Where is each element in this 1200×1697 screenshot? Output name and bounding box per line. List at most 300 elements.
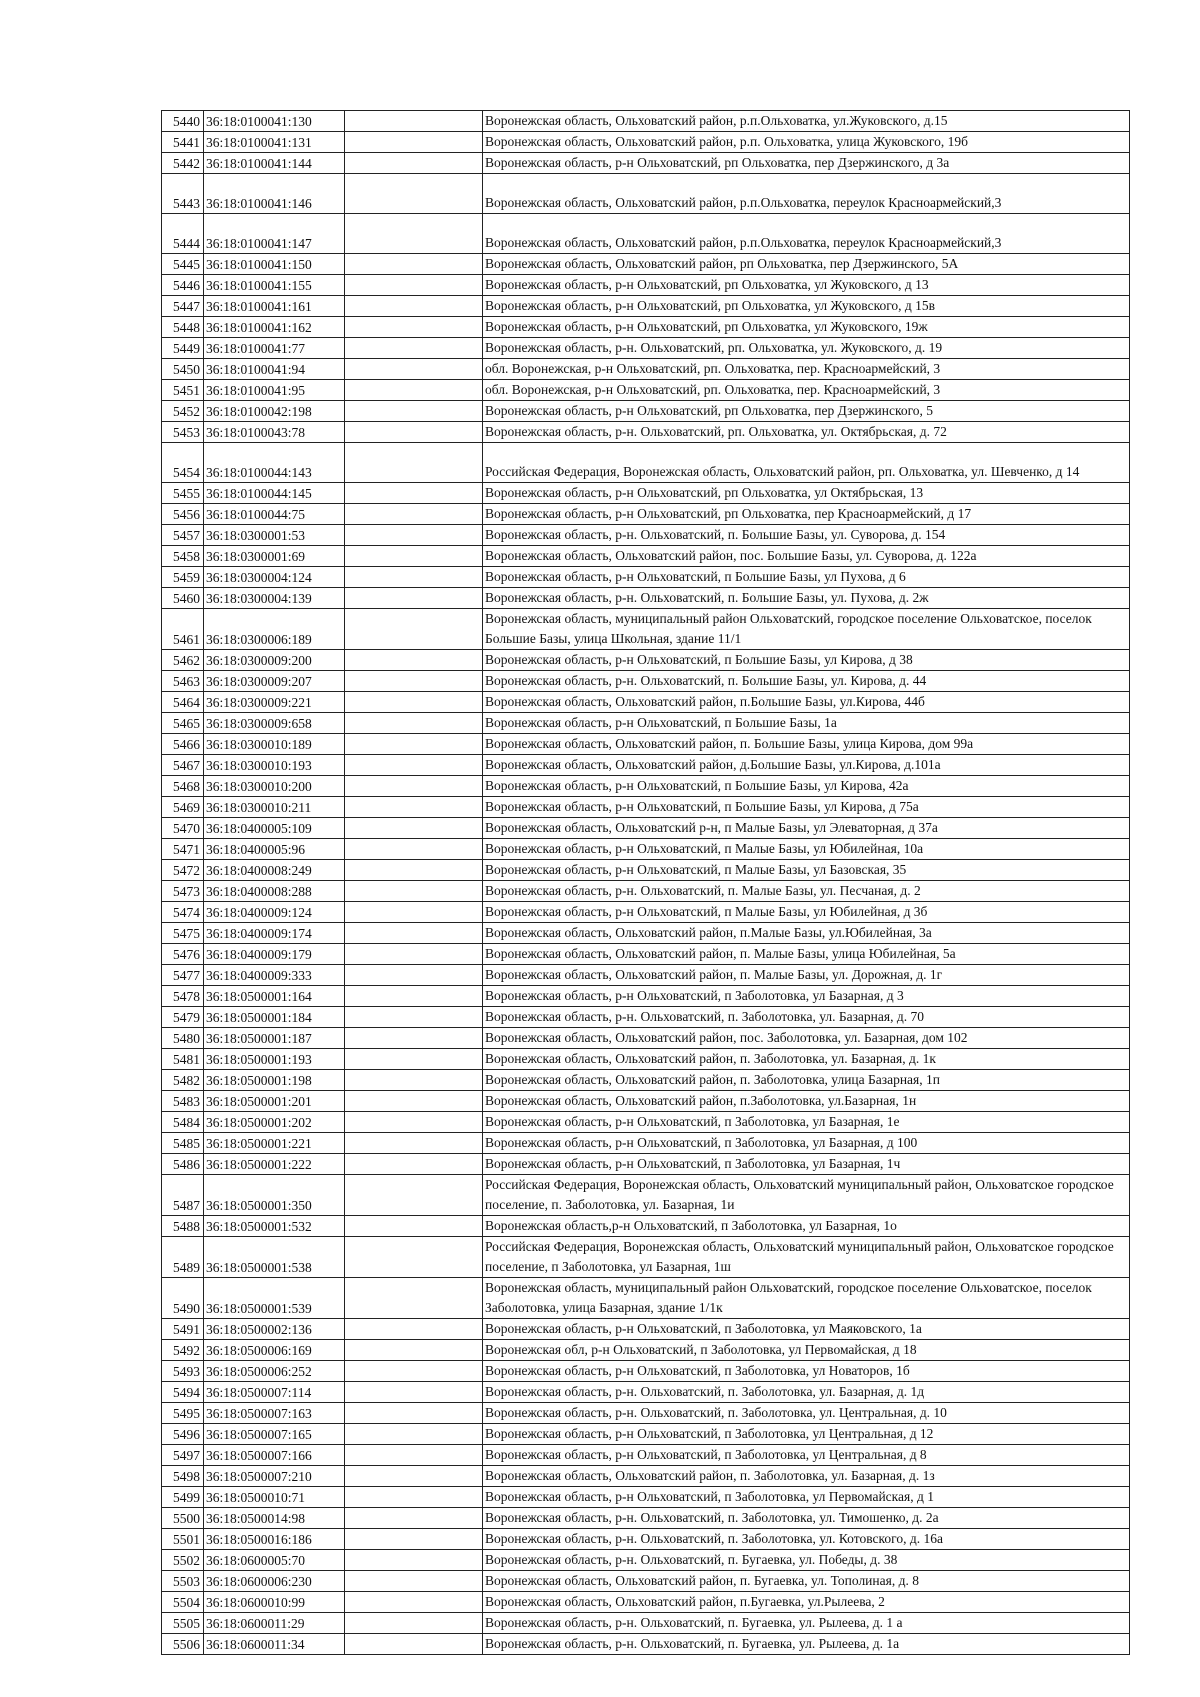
cadastral-number-cell: 36:18:0100041:162	[204, 317, 345, 338]
table-row	[162, 1550, 1130, 1571]
cadastral-number-cell: 36:18:0100041:144	[204, 153, 345, 174]
empty-cell	[345, 483, 483, 504]
cadastral-number-cell: 36:18:0500007:165	[204, 1424, 345, 1445]
address-cell: Воронежская область, р-н. Ольховатский, п. Малые Базы, ул. Песчаная, д. 2	[483, 881, 1130, 902]
table-row	[162, 1466, 1130, 1487]
table-row	[162, 1382, 1130, 1403]
address-cell: Воронежская область, р-н Ольховатский, рп Ольховатка, ул Жуковского, 19ж	[483, 317, 1130, 338]
cadastral-number-cell: 36:18:0100041:146	[204, 174, 345, 214]
table-row	[162, 1091, 1130, 1112]
table-row	[162, 1361, 1130, 1382]
row-number-cell: 5482	[162, 1070, 204, 1091]
cadastral-number-cell: 36:18:0300004:139	[204, 588, 345, 609]
address-cell: Воронежская область, р-н Ольховатский, п Большие Базы, ул Пухова, д 6	[483, 567, 1130, 588]
cadastral-number-cell: 36:18:0100041:147	[204, 214, 345, 254]
address-cell: Воронежская область, р-н Ольховатский, п Большие Базы, 1а	[483, 713, 1130, 734]
address-cell: Воронежская область, р-н. Ольховатский, п. Заболотовка, ул. Базарная, д. 70	[483, 1007, 1130, 1028]
address-cell: Воронежская область, р-н Ольховатский, п Заболотовка, ул Маяковского, 1а	[483, 1319, 1130, 1340]
table-row	[162, 1340, 1130, 1361]
table-row	[162, 923, 1130, 944]
row-number-cell: 5467	[162, 755, 204, 776]
address-cell: Воронежская область, р-н. Ольховатский, п. Заболотовка, ул. Тимошенко, д. 2а	[483, 1508, 1130, 1529]
row-number-cell: 5456	[162, 504, 204, 525]
row-number-cell: 5461	[162, 609, 204, 650]
empty-cell	[345, 254, 483, 275]
table-row	[162, 111, 1130, 132]
row-number-cell: 5486	[162, 1154, 204, 1175]
address-cell: Воронежская область, р-н Ольховатский, п Заболотовка, ул Первомайская, д 1	[483, 1487, 1130, 1508]
register-table-body	[162, 111, 1130, 1655]
cadastral-number-cell: 36:18:0500007:114	[204, 1382, 345, 1403]
address-cell: Воронежская область, муниципальный район Ольховатский, городское поселение Ольховатское, поселок Заболотовка, улица Базарная, здание 1/1к	[483, 1278, 1130, 1319]
cadastral-number-cell: 36:18:0500001:538	[204, 1237, 345, 1278]
address-cell: Воронежская область, Ольховатский район, п.Бугаевка, ул.Рылеева, 2	[483, 1592, 1130, 1613]
empty-cell	[345, 1007, 483, 1028]
empty-cell	[345, 818, 483, 839]
cadastral-number-cell: 36:18:0100044:75	[204, 504, 345, 525]
table-row	[162, 965, 1130, 986]
row-number-cell: 5485	[162, 1133, 204, 1154]
empty-cell	[345, 1382, 483, 1403]
row-number-cell: 5474	[162, 902, 204, 923]
table-row	[162, 818, 1130, 839]
table-row	[162, 986, 1130, 1007]
cadastral-number-cell: 36:18:0500001:184	[204, 1007, 345, 1028]
empty-cell	[345, 1571, 483, 1592]
row-number-cell: 5490	[162, 1278, 204, 1319]
cadastral-number-cell: 36:18:0500001:539	[204, 1278, 345, 1319]
cadastral-number-cell: 36:18:0500001:222	[204, 1154, 345, 1175]
address-cell: Воронежская область, муниципальный район Ольховатский, городское поселение Ольховатское, поселок Большие Базы, улица Школьная, здание 11/1	[483, 609, 1130, 650]
cadastral-number-cell: 36:18:0300010:189	[204, 734, 345, 755]
table-row	[162, 902, 1130, 923]
empty-cell	[345, 132, 483, 153]
address-cell: Воронежская область, р-н Ольховатский, п Большие Базы, ул Кирова, д 38	[483, 650, 1130, 671]
cadastral-number-cell: 36:18:0300010:211	[204, 797, 345, 818]
empty-cell	[345, 986, 483, 1007]
cadastral-number-cell: 36:18:0100041:95	[204, 380, 345, 401]
empty-cell	[345, 1216, 483, 1237]
row-number-cell: 5466	[162, 734, 204, 755]
table-row	[162, 1007, 1130, 1028]
table-row	[162, 1049, 1130, 1070]
address-cell: Воронежская область, р-н Ольховатский, рп Ольховатка, пер Дзержинского, 5	[483, 401, 1130, 422]
address-cell: Воронежская область, р-н Ольховатский, п Большие Базы, ул Кирова, д 75а	[483, 797, 1130, 818]
table-row	[162, 214, 1130, 254]
row-number-cell: 5446	[162, 275, 204, 296]
address-cell: Воронежская область, р-н Ольховатский, п Заболотовка, ул Базарная, 1е	[483, 1112, 1130, 1133]
cadastral-number-cell: 36:18:0300009:207	[204, 671, 345, 692]
table-row	[162, 944, 1130, 965]
table-row	[162, 1571, 1130, 1592]
row-number-cell: 5441	[162, 132, 204, 153]
empty-cell	[345, 1466, 483, 1487]
empty-cell	[345, 965, 483, 986]
address-cell: Воронежская область, р-н Ольховатский, п Большие Базы, ул Кирова, 42а	[483, 776, 1130, 797]
empty-cell	[345, 902, 483, 923]
table-row	[162, 1613, 1130, 1634]
empty-cell	[345, 153, 483, 174]
table-row	[162, 755, 1130, 776]
cadastral-number-cell: 36:18:0400009:174	[204, 923, 345, 944]
cadastral-number-cell: 36:18:0500016:186	[204, 1529, 345, 1550]
row-number-cell: 5491	[162, 1319, 204, 1340]
row-number-cell: 5496	[162, 1424, 204, 1445]
address-cell: Воронежская область, р-н Ольховатский, п Заболотовка, ул Новаторов, 1б	[483, 1361, 1130, 1382]
cadastral-number-cell: 36:18:0300009:221	[204, 692, 345, 713]
cadastral-number-cell: 36:18:0500001:201	[204, 1091, 345, 1112]
row-number-cell: 5464	[162, 692, 204, 713]
cadastral-number-cell: 36:18:0100042:198	[204, 401, 345, 422]
row-number-cell: 5483	[162, 1091, 204, 1112]
address-cell: Воронежская область, Ольховатский район, д.Большие Базы, ул.Кирова, д.101а	[483, 755, 1130, 776]
table-row	[162, 525, 1130, 546]
empty-cell	[345, 797, 483, 818]
row-number-cell: 5500	[162, 1508, 204, 1529]
table-row	[162, 1278, 1130, 1319]
empty-cell	[345, 111, 483, 132]
row-number-cell: 5445	[162, 254, 204, 275]
empty-cell	[345, 734, 483, 755]
row-number-cell: 5460	[162, 588, 204, 609]
cadastral-number-cell: 36:18:0500007:166	[204, 1445, 345, 1466]
empty-cell	[345, 338, 483, 359]
row-number-cell: 5473	[162, 881, 204, 902]
table-row	[162, 1445, 1130, 1466]
table-row	[162, 546, 1130, 567]
empty-cell	[345, 1237, 483, 1278]
cadastral-number-cell: 36:18:0400008:249	[204, 860, 345, 881]
address-cell: Воронежская область, Ольховатский район, п. Бугаевка, ул. Тополиная, д. 8	[483, 1571, 1130, 1592]
table-row	[162, 275, 1130, 296]
row-number-cell: 5505	[162, 1613, 204, 1634]
table-row	[162, 1487, 1130, 1508]
empty-cell	[345, 923, 483, 944]
cadastral-number-cell: 36:18:0300001:69	[204, 546, 345, 567]
row-number-cell: 5468	[162, 776, 204, 797]
table-row	[162, 1133, 1130, 1154]
empty-cell	[345, 1508, 483, 1529]
cadastral-number-cell: 36:18:0500006:252	[204, 1361, 345, 1382]
address-cell: Воронежская область, р-н Ольховатский, п Заболотовка, ул Центральная, д 8	[483, 1445, 1130, 1466]
row-number-cell: 5478	[162, 986, 204, 1007]
table-row	[162, 1237, 1130, 1278]
row-number-cell: 5487	[162, 1175, 204, 1216]
address-cell: Воронежская область, р-н Ольховатский, рп Ольховатка, пер Дзержинского, д 3а	[483, 153, 1130, 174]
cadastral-number-cell: 36:18:0500014:98	[204, 1508, 345, 1529]
cadastral-number-cell: 36:18:0100043:78	[204, 422, 345, 443]
empty-cell	[345, 1319, 483, 1340]
address-cell: Воронежская область, Ольховатский район, р.п.Ольховатка, переулок Красноармейский,3	[483, 174, 1130, 214]
row-number-cell: 5495	[162, 1403, 204, 1424]
table-row	[162, 567, 1130, 588]
cadastral-number-cell: 36:18:0100041:155	[204, 275, 345, 296]
empty-cell	[345, 214, 483, 254]
row-number-cell: 5501	[162, 1529, 204, 1550]
row-number-cell: 5481	[162, 1049, 204, 1070]
cadastral-number-cell: 36:18:0300001:53	[204, 525, 345, 546]
empty-cell	[345, 650, 483, 671]
address-cell: Воронежская область, Ольховатский район, рп Ольховатка, пер Дзержинского, 5А	[483, 254, 1130, 275]
cadastral-number-cell: 36:18:0400009:124	[204, 902, 345, 923]
row-number-cell: 5506	[162, 1634, 204, 1655]
row-number-cell: 5480	[162, 1028, 204, 1049]
address-cell: Воронежская область, Ольховатский район, пос. Большие Базы, ул. Суворова, д. 122а	[483, 546, 1130, 567]
row-number-cell: 5449	[162, 338, 204, 359]
address-cell: Воронежская область, Ольховатский район, р.п.Ольховатка, ул.Жуковского, д.15	[483, 111, 1130, 132]
cadastral-number-cell: 36:18:0100041:130	[204, 111, 345, 132]
row-number-cell: 5452	[162, 401, 204, 422]
cadastral-number-cell: 36:18:0400009:179	[204, 944, 345, 965]
row-number-cell: 5477	[162, 965, 204, 986]
table-row	[162, 1319, 1130, 1340]
row-number-cell: 5493	[162, 1361, 204, 1382]
row-number-cell: 5440	[162, 111, 204, 132]
empty-cell	[345, 1634, 483, 1655]
cadastral-number-cell: 36:18:0100041:77	[204, 338, 345, 359]
address-cell: Воронежская область, р-н Ольховатский, п Малые Базы, ул Юбилейная, 10а	[483, 839, 1130, 860]
table-row	[162, 671, 1130, 692]
address-cell: Воронежская область, Ольховатский район, п. Большие Базы, улица Кирова, дом 99а	[483, 734, 1130, 755]
row-number-cell: 5444	[162, 214, 204, 254]
cadastral-number-cell: 36:18:0600005:70	[204, 1550, 345, 1571]
table-row	[162, 1028, 1130, 1049]
table-row	[162, 422, 1130, 443]
cadastral-number-cell: 36:18:0100044:145	[204, 483, 345, 504]
table-row	[162, 338, 1130, 359]
address-cell: Воронежская область, р-н. Ольховатский, рп. Ольховатка, ул. Октябрьская, д. 72	[483, 422, 1130, 443]
empty-cell	[345, 275, 483, 296]
empty-cell	[345, 359, 483, 380]
cadastral-number-cell: 36:18:0500001:202	[204, 1112, 345, 1133]
address-cell: Воронежская область, Ольховатский район, п. Малые Базы, ул. Дорожная, д. 1г	[483, 965, 1130, 986]
address-cell: Воронежская область, р-н Ольховатский, п Малые Базы, ул Базовская, 35	[483, 860, 1130, 881]
cadastral-number-cell: 36:18:0500001:532	[204, 1216, 345, 1237]
row-number-cell: 5470	[162, 818, 204, 839]
row-number-cell: 5469	[162, 797, 204, 818]
table-row	[162, 1112, 1130, 1133]
table-row	[162, 174, 1130, 214]
table-row	[162, 1508, 1130, 1529]
address-cell: Воронежская область, р-н. Ольховатский, рп. Ольховатка, ул. Жуковского, д. 19	[483, 338, 1130, 359]
address-cell: Воронежская область, Ольховатский р-н, п Малые Базы, ул Элеваторная, д 37а	[483, 818, 1130, 839]
empty-cell	[345, 755, 483, 776]
address-cell: Воронежская область, р-н. Ольховатский, п. Большие Базы, ул. Кирова, д. 44	[483, 671, 1130, 692]
address-cell: Воронежская область, Ольховатский район, п.Большие Базы, ул.Кирова, 44б	[483, 692, 1130, 713]
row-number-cell: 5479	[162, 1007, 204, 1028]
cadastral-number-cell: 36:18:0500007:163	[204, 1403, 345, 1424]
empty-cell	[345, 609, 483, 650]
row-number-cell: 5497	[162, 1445, 204, 1466]
empty-cell	[345, 1091, 483, 1112]
table-row	[162, 504, 1130, 525]
table-row	[162, 380, 1130, 401]
row-number-cell: 5499	[162, 1487, 204, 1508]
table-row	[162, 1175, 1130, 1216]
row-number-cell: 5457	[162, 525, 204, 546]
register-table	[161, 110, 1130, 1655]
address-cell: Воронежская область, Ольховатский район, р.п.Ольховатка, переулок Красноармейский,3	[483, 214, 1130, 254]
empty-cell	[345, 944, 483, 965]
cadastral-number-cell: 36:18:0300009:200	[204, 650, 345, 671]
address-cell: Российская Федерация, Воронежская область, Ольховатский муниципальный район, Ольховатское городское поселение, п. Заболотовка, ул. Базарная, 1и	[483, 1175, 1130, 1216]
address-cell: Воронежская область, р-н Ольховатский, рп Ольховатка, пер Красноармейский, д 17	[483, 504, 1130, 525]
cadastral-number-cell: 36:18:0400005:96	[204, 839, 345, 860]
address-cell: Воронежская область, Ольховатский район, п. Заболотовка, улица Базарная, 1п	[483, 1070, 1130, 1091]
address-cell: Российская Федерация, Воронежская область, Ольховатский муниципальный район, Ольховатское городское поселение, п Заболотовка, ул Базарная, 1ш	[483, 1237, 1130, 1278]
row-number-cell: 5459	[162, 567, 204, 588]
empty-cell	[345, 588, 483, 609]
empty-cell	[345, 380, 483, 401]
table-row	[162, 860, 1130, 881]
empty-cell	[345, 839, 483, 860]
empty-cell	[345, 1592, 483, 1613]
row-number-cell: 5463	[162, 671, 204, 692]
table-row	[162, 296, 1130, 317]
cadastral-number-cell: 36:18:0400005:109	[204, 818, 345, 839]
table-row	[162, 1216, 1130, 1237]
empty-cell	[345, 713, 483, 734]
cadastral-number-cell: 36:18:0500007:210	[204, 1466, 345, 1487]
empty-cell	[345, 1403, 483, 1424]
empty-cell	[345, 1175, 483, 1216]
empty-cell	[345, 546, 483, 567]
table-row	[162, 1424, 1130, 1445]
row-number-cell: 5453	[162, 422, 204, 443]
table-row	[162, 132, 1130, 153]
table-row	[162, 1070, 1130, 1091]
empty-cell	[345, 1070, 483, 1091]
cadastral-number-cell: 36:18:0500001:198	[204, 1070, 345, 1091]
row-number-cell: 5494	[162, 1382, 204, 1403]
row-number-cell: 5504	[162, 1592, 204, 1613]
table-row	[162, 609, 1130, 650]
empty-cell	[345, 317, 483, 338]
empty-cell	[345, 1340, 483, 1361]
cadastral-number-cell: 36:18:0500010:71	[204, 1487, 345, 1508]
address-cell: Воронежская область, р-н. Ольховатский, п. Большие Базы, ул. Суворова, д. 154	[483, 525, 1130, 546]
table-row	[162, 153, 1130, 174]
cadastral-number-cell: 36:18:0100041:150	[204, 254, 345, 275]
empty-cell	[345, 1361, 483, 1382]
address-cell: Воронежская обл, р-н Ольховатский, п Заболотовка, ул Первомайская, д 18	[483, 1340, 1130, 1361]
empty-cell	[345, 1028, 483, 1049]
empty-cell	[345, 1529, 483, 1550]
cadastral-number-cell: 36:18:0100041:94	[204, 359, 345, 380]
address-cell: Воронежская область, р-н. Ольховатский, п. Бугаевка, ул. Победы, д. 38	[483, 1550, 1130, 1571]
empty-cell	[345, 1487, 483, 1508]
address-cell: Воронежская область, Ольховатский район, пос. Заболотовка, ул. Базарная, дом 102	[483, 1028, 1130, 1049]
address-cell: Воронежская область, Ольховатский район, р.п. Ольховатка, улица Жуковского, 19б	[483, 132, 1130, 153]
table-row	[162, 776, 1130, 797]
cadastral-number-cell: 36:18:0500001:350	[204, 1175, 345, 1216]
address-cell: Воронежская область, р-н. Ольховатский, п. Бугаевка, ул. Рылеева, д. 1а	[483, 1634, 1130, 1655]
table-row	[162, 881, 1130, 902]
empty-cell	[345, 296, 483, 317]
empty-cell	[345, 504, 483, 525]
cadastral-number-cell: 36:18:0500002:136	[204, 1319, 345, 1340]
empty-cell	[345, 1550, 483, 1571]
empty-cell	[345, 860, 483, 881]
table-row	[162, 797, 1130, 818]
cadastral-number-cell: 36:18:0600010:99	[204, 1592, 345, 1613]
address-cell: Воронежская область,р-н Ольховатский, п Заболотовка, ул Базарная, 1о	[483, 1216, 1130, 1237]
row-number-cell: 5462	[162, 650, 204, 671]
row-number-cell: 5458	[162, 546, 204, 567]
row-number-cell: 5443	[162, 174, 204, 214]
cadastral-number-cell: 36:18:0300006:189	[204, 609, 345, 650]
row-number-cell: 5450	[162, 359, 204, 380]
address-cell: Воронежская область, Ольховатский район, п. Малые Базы, улица Юбилейная, 5а	[483, 944, 1130, 965]
table-row	[162, 1529, 1130, 1550]
address-cell: Воронежская область, р-н Ольховатский, п Заболотовка, ул Базарная, 1ч	[483, 1154, 1130, 1175]
address-cell: Российская Федерация, Воронежская область, Ольховатский район, рп. Ольховатка, ул. Шевченко, д 14	[483, 443, 1130, 483]
empty-cell	[345, 1613, 483, 1634]
empty-cell	[345, 525, 483, 546]
empty-cell	[345, 174, 483, 214]
row-number-cell: 5498	[162, 1466, 204, 1487]
row-number-cell: 5488	[162, 1216, 204, 1237]
address-cell: Воронежская область, р-н. Ольховатский, п. Заболотовка, ул. Базарная, д. 1д	[483, 1382, 1130, 1403]
address-cell: Воронежская область, р-н Ольховатский, п Малые Базы, ул Юбилейная, д 3б	[483, 902, 1130, 923]
address-cell: обл. Воронежская, р-н Ольховатский, рп. Ольховатка, пер. Красноармейский, 3	[483, 380, 1130, 401]
table-row	[162, 483, 1130, 504]
table-row	[162, 359, 1130, 380]
empty-cell	[345, 776, 483, 797]
table-row	[162, 1592, 1130, 1613]
row-number-cell: 5442	[162, 153, 204, 174]
empty-cell	[345, 881, 483, 902]
address-cell: Воронежская область, Ольховатский район, п.Малые Базы, ул.Юбилейная, 3а	[483, 923, 1130, 944]
table-row	[162, 734, 1130, 755]
table-row	[162, 317, 1130, 338]
row-number-cell: 5502	[162, 1550, 204, 1571]
table-row	[162, 650, 1130, 671]
row-number-cell: 5484	[162, 1112, 204, 1133]
cadastral-number-cell: 36:18:0500006:169	[204, 1340, 345, 1361]
empty-cell	[345, 1133, 483, 1154]
empty-cell	[345, 1445, 483, 1466]
row-number-cell: 5447	[162, 296, 204, 317]
row-number-cell: 5475	[162, 923, 204, 944]
row-number-cell: 5454	[162, 443, 204, 483]
row-number-cell: 5455	[162, 483, 204, 504]
row-number-cell: 5472	[162, 860, 204, 881]
cadastral-number-cell: 36:18:0100044:143	[204, 443, 345, 483]
address-cell: Воронежская область, р-н Ольховатский, рп Ольховатка, ул Жуковского, д 15в	[483, 296, 1130, 317]
cadastral-number-cell: 36:18:0400008:288	[204, 881, 345, 902]
cadastral-number-cell: 36:18:0100041:131	[204, 132, 345, 153]
table-row	[162, 588, 1130, 609]
empty-cell	[345, 1278, 483, 1319]
address-cell: Воронежская область, р-н Ольховатский, рп Ольховатка, ул Жуковского, д 13	[483, 275, 1130, 296]
cadastral-number-cell: 36:18:0500001:164	[204, 986, 345, 1007]
address-cell: Воронежская область, р-н. Ольховатский, п. Заболотовка, ул. Центральная, д. 10	[483, 1403, 1130, 1424]
address-cell: Воронежская область, р-н. Ольховатский, п. Бугаевка, ул. Рылеева, д. 1 а	[483, 1613, 1130, 1634]
empty-cell	[345, 422, 483, 443]
cadastral-number-cell: 36:18:0300010:193	[204, 755, 345, 776]
table-row	[162, 1403, 1130, 1424]
cadastral-number-cell: 36:18:0500001:193	[204, 1049, 345, 1070]
empty-cell	[345, 1049, 483, 1070]
cadastral-number-cell: 36:18:0300009:658	[204, 713, 345, 734]
row-number-cell: 5489	[162, 1237, 204, 1278]
empty-cell	[345, 692, 483, 713]
table-row	[162, 254, 1130, 275]
cadastral-number-cell: 36:18:0600011:34	[204, 1634, 345, 1655]
table-row	[162, 1154, 1130, 1175]
address-cell: Воронежская область, Ольховатский район, п. Заболотовка, ул. Базарная, д. 1к	[483, 1049, 1130, 1070]
